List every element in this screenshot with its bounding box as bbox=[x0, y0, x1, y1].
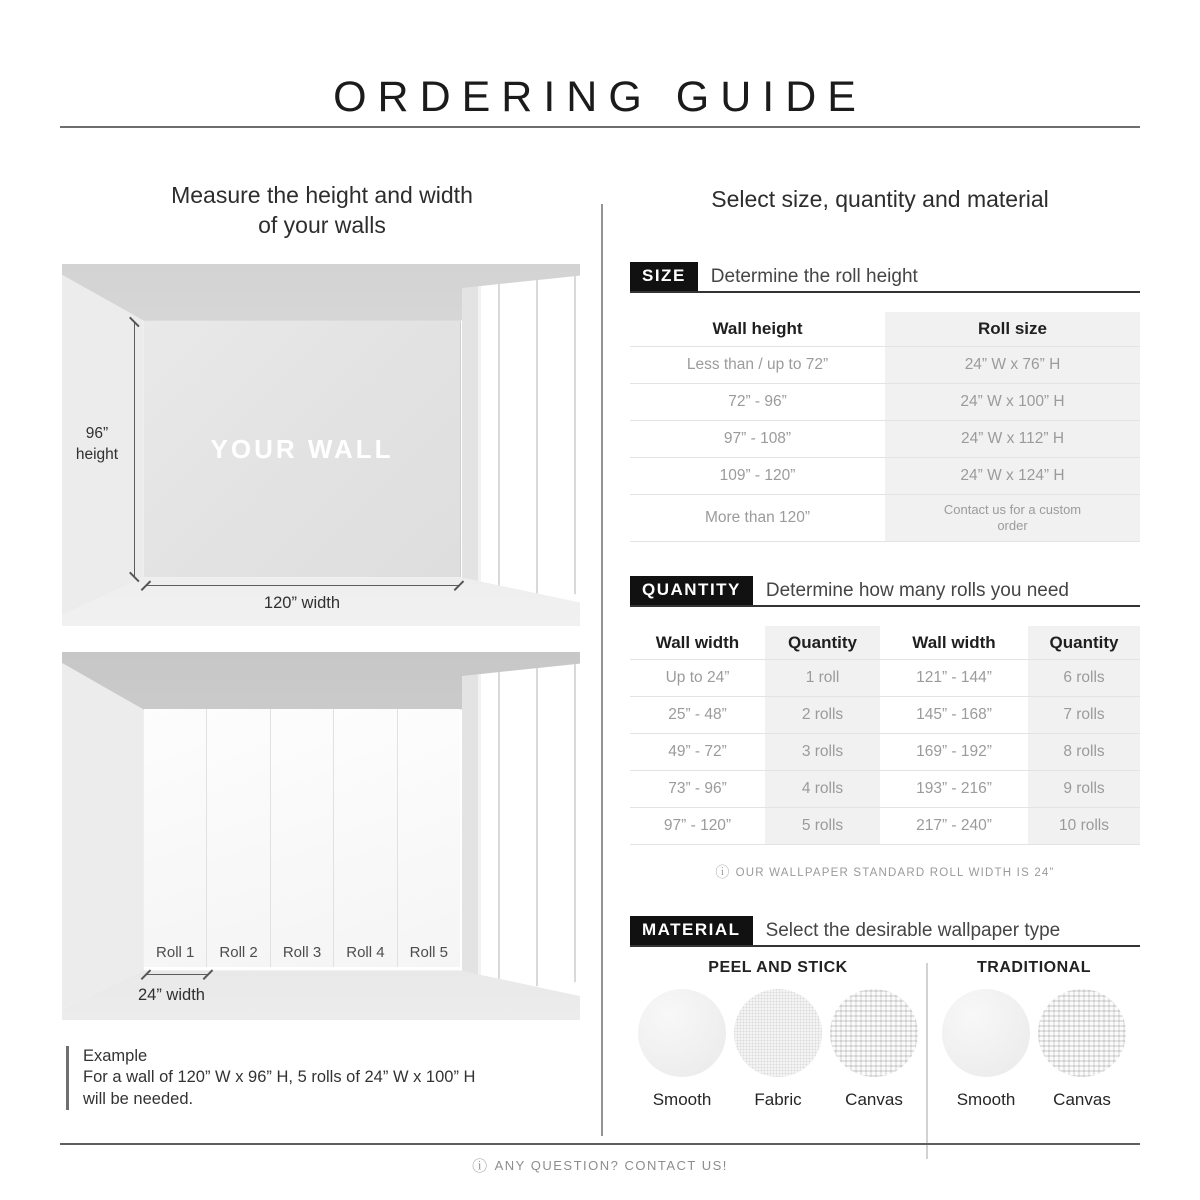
wall-width-cell: 97” - 120” bbox=[663, 817, 732, 834]
smooth-texture-swatch bbox=[638, 989, 726, 1077]
footer-divider bbox=[60, 1143, 1140, 1145]
measure-section-heading bbox=[62, 180, 582, 241]
footer-contact-note bbox=[0, 1155, 1200, 1176]
material-option-canvas bbox=[1036, 989, 1128, 1110]
wall-height-label bbox=[64, 424, 130, 466]
footer-text: ANY QUESTION? CONTACT US! bbox=[494, 1158, 728, 1173]
wall-height-word: height bbox=[75, 445, 119, 463]
material-option-label: Smooth bbox=[956, 1090, 1016, 1109]
size-table bbox=[630, 312, 1140, 542]
wall-width-cell: 217” - 240” bbox=[916, 817, 992, 834]
material-option-smooth bbox=[636, 989, 728, 1110]
roll-width-note-text: OUR WALLPAPER STANDARD ROLL WIDTH IS 24” bbox=[735, 867, 1055, 879]
wall-width-cell: 193” - 216” bbox=[916, 780, 992, 797]
size-table-header-row bbox=[630, 312, 1140, 347]
qty-header-wall-width-2: Wall width bbox=[912, 632, 996, 652]
measure-heading-line2: of your walls bbox=[258, 212, 386, 239]
room-illustration-your-wall bbox=[62, 264, 580, 626]
wall-height-cell: 109” - 120” bbox=[719, 467, 796, 484]
material-option-label: Fabric bbox=[754, 1090, 802, 1109]
quantity-cell: 3 rolls bbox=[765, 734, 880, 770]
quantity-cell: 10 rolls bbox=[1028, 808, 1140, 844]
size-table-row bbox=[630, 347, 1140, 384]
roll-size-cell bbox=[885, 495, 1140, 541]
material-option-canvas bbox=[828, 989, 920, 1110]
info-icon: ⓘ bbox=[472, 1158, 489, 1175]
roll-panel bbox=[398, 709, 460, 967]
wall-height-value: 96” bbox=[85, 425, 109, 442]
quantity-cell: 9 rolls bbox=[1028, 771, 1140, 807]
quantity-table bbox=[630, 626, 1140, 845]
quantity-table-header-row bbox=[630, 626, 1140, 660]
material-option-smooth bbox=[940, 989, 1032, 1110]
quantity-cell: 7 rolls bbox=[1028, 697, 1140, 733]
size-table-row bbox=[630, 384, 1140, 421]
material-badge: MATERIAL bbox=[630, 916, 753, 945]
wall-width-cell: 49” - 72” bbox=[668, 743, 727, 760]
measure-heading-line1: Measure the height and width bbox=[171, 182, 473, 208]
group-name: TRADITIONAL bbox=[977, 959, 1091, 976]
size-badge: SIZE bbox=[630, 262, 698, 291]
roll-label: Roll 3 bbox=[282, 944, 322, 961]
roll-width-label: 24” width bbox=[138, 986, 205, 1004]
page-title: ORDERING GUIDE bbox=[333, 72, 867, 121]
wall-height-cell: Less than / up to 72” bbox=[686, 356, 829, 373]
quantity-table-row bbox=[630, 734, 1140, 771]
roll-label: Roll 4 bbox=[346, 944, 385, 961]
quantity-subtitle: Determine how many rolls you need bbox=[765, 579, 1069, 601]
quantity-cell: 6 rolls bbox=[1028, 660, 1140, 696]
material-options bbox=[928, 989, 1140, 1110]
fabric-texture-swatch bbox=[734, 989, 822, 1077]
roll-size-cell: 24” W x 112” H bbox=[885, 421, 1140, 457]
size-header-wall-height: Wall height bbox=[712, 319, 803, 338]
header-divider bbox=[60, 126, 1140, 128]
material-subtitle: Select the desirable wallpaper type bbox=[765, 919, 1061, 941]
roll-panel bbox=[334, 709, 397, 967]
size-table-row bbox=[630, 421, 1140, 458]
size-table-row bbox=[630, 458, 1140, 495]
width-measure-line bbox=[146, 585, 458, 586]
quantity-section bbox=[630, 576, 1140, 882]
material-group-traditional bbox=[928, 959, 1140, 1159]
quantity-cell: 5 rolls bbox=[765, 808, 880, 844]
quantity-cell: 4 rolls bbox=[765, 771, 880, 807]
material-option-label: Canvas bbox=[1053, 1090, 1111, 1109]
roll-width-measure-line bbox=[146, 974, 207, 975]
select-section-heading: Select size, quantity and material bbox=[711, 186, 1049, 212]
quantity-cell: 2 rolls bbox=[765, 697, 880, 733]
wallpaper-rolls bbox=[144, 709, 460, 967]
example-line1: For a wall of 120” W x 96” H, 5 rolls of 24” W x 100” H bbox=[83, 1068, 476, 1087]
smooth-texture-swatch bbox=[942, 989, 1030, 1077]
wall-width-cell: 145” - 168” bbox=[916, 706, 992, 723]
qty-header-quantity-2: Quantity bbox=[1028, 626, 1140, 659]
qty-header-quantity-1: Quantity bbox=[765, 626, 880, 659]
wall-height-cell: 72” - 96” bbox=[728, 393, 787, 410]
custom-order-note: Contact us for a custom order bbox=[943, 501, 1082, 533]
material-groups bbox=[630, 959, 1140, 1159]
material-option-label: Canvas bbox=[845, 1090, 903, 1109]
material-section-header bbox=[630, 916, 1140, 947]
quantity-cell: 8 rolls bbox=[1028, 734, 1140, 770]
info-icon: ⓘ bbox=[715, 864, 731, 880]
group-name: PEEL AND STICK bbox=[708, 959, 848, 976]
size-section-header bbox=[630, 262, 1140, 293]
quantity-table-row bbox=[630, 660, 1140, 697]
wall-width-cell: 121” - 144” bbox=[916, 669, 992, 686]
material-group-peel-and-stick bbox=[630, 959, 926, 1159]
canvas-texture-swatch bbox=[1038, 989, 1126, 1077]
wall-width-label: 120” width bbox=[263, 594, 341, 612]
wall-width-cell: 25” - 48” bbox=[668, 706, 727, 723]
roll-panel bbox=[271, 709, 334, 967]
your-wall bbox=[144, 321, 461, 577]
example-note bbox=[66, 1046, 553, 1110]
room-window bbox=[462, 664, 580, 994]
wall-width-cell: Up to 24” bbox=[665, 669, 730, 686]
quantity-table-row bbox=[630, 697, 1140, 734]
quantity-cell: 1 roll bbox=[765, 660, 880, 696]
material-option-label: Smooth bbox=[652, 1090, 712, 1109]
room-illustration-rolls bbox=[62, 652, 580, 1020]
roll-panel bbox=[144, 709, 207, 967]
quantity-table-row bbox=[630, 771, 1140, 808]
qty-header-wall-width-1: Wall width bbox=[655, 632, 740, 652]
size-subtitle: Determine the roll height bbox=[710, 265, 918, 287]
size-section bbox=[630, 262, 1140, 542]
roll-size-cell: 24” W x 76” H bbox=[885, 347, 1140, 383]
roll-label: Roll 2 bbox=[219, 944, 258, 961]
column-divider bbox=[601, 204, 603, 1136]
material-section bbox=[630, 916, 1140, 1159]
size-header-roll-size: Roll size bbox=[885, 312, 1140, 346]
wall-height-cell: More than 120” bbox=[704, 509, 811, 526]
material-options bbox=[630, 989, 926, 1110]
size-table-row bbox=[630, 495, 1140, 542]
roll-label: Roll 1 bbox=[156, 944, 195, 961]
your-wall-label: YOUR WALL bbox=[210, 433, 394, 464]
roll-size-cell: 24” W x 100” H bbox=[885, 384, 1140, 420]
roll-label: Roll 5 bbox=[409, 944, 448, 961]
quantity-badge: QUANTITY bbox=[630, 576, 753, 605]
quantity-section-header bbox=[630, 576, 1140, 607]
example-line2: will be needed. bbox=[83, 1089, 194, 1108]
wall-height-cell: 97” - 108” bbox=[723, 430, 792, 447]
room-window bbox=[462, 276, 580, 606]
roll-panel bbox=[207, 709, 270, 967]
wall-width-cell: 73” - 96” bbox=[668, 780, 727, 797]
height-measure-line bbox=[134, 322, 135, 576]
canvas-texture-swatch bbox=[830, 989, 918, 1077]
material-option-fabric bbox=[732, 989, 824, 1110]
example-title: Example bbox=[83, 1047, 148, 1065]
quantity-table-row bbox=[630, 808, 1140, 845]
roll-size-cell: 24” W x 124” H bbox=[885, 458, 1140, 494]
roll-width-note bbox=[630, 862, 1140, 882]
wall-width-cell: 169” - 192” bbox=[916, 743, 992, 760]
